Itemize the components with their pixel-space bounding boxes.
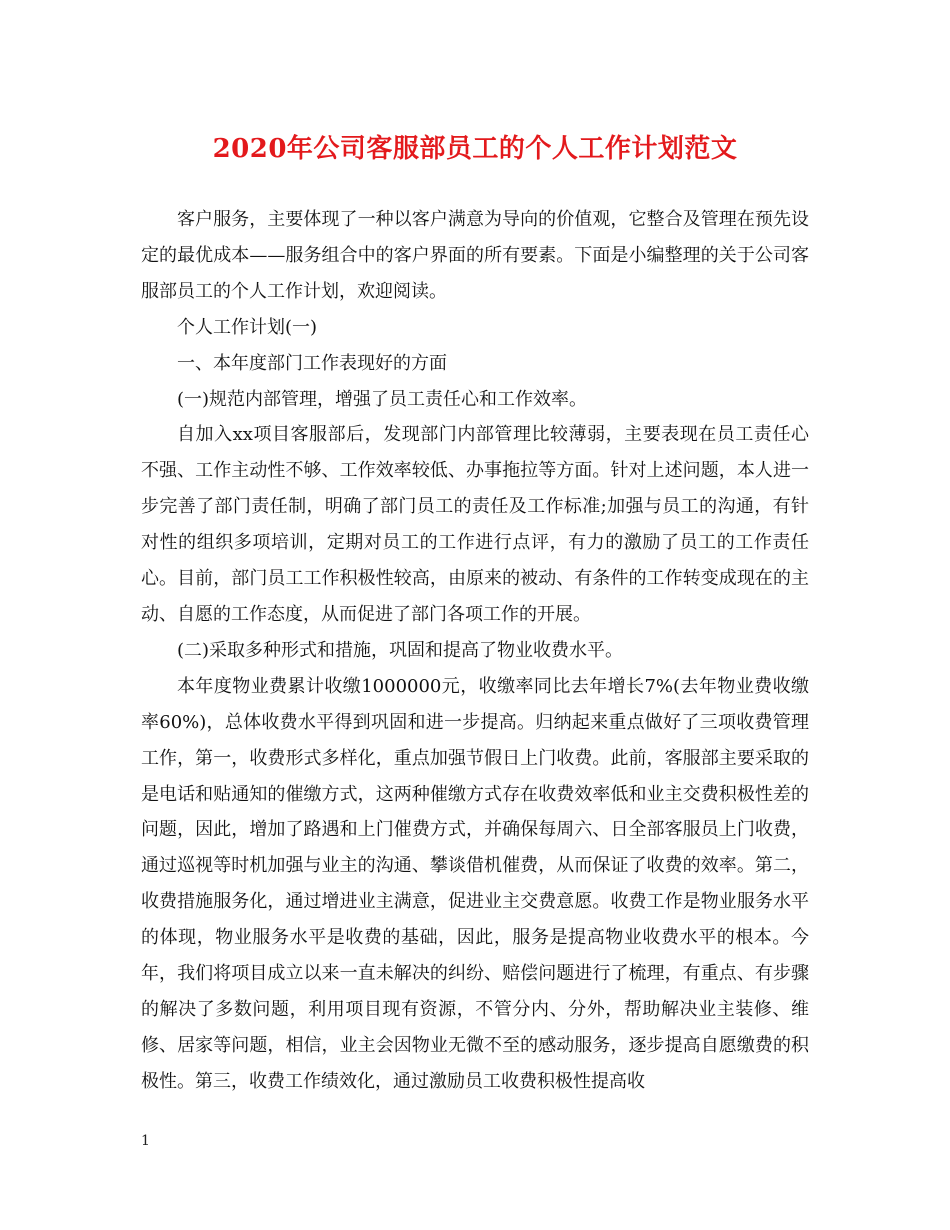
document-body xyxy=(141,202,809,1100)
document-title: 2020年公司客服部员工的个人工作计划范文 xyxy=(212,134,738,164)
paragraph-intro: 客户服务，主要体现了一种以客户满意为导向的价值观，它整合及管理在预先设定的最优成本——服务组合中的客户界面的所有要素。下面是小编整理的关于公司客服部员工的个人工作计划，欢迎阅读。 xyxy=(141,209,809,302)
paragraph-subheading-1: (一)规范内部管理，增强了员工责任心和工作效率。 xyxy=(177,388,588,410)
page-number: 1 xyxy=(141,1133,150,1149)
paragraph-plan-heading: 个人工作计划(一) xyxy=(177,316,318,338)
paragraph-fees: 本年度物业费累计收缴1000000元，收缴率同比去年增长7%(去年物业费收缴率60%)，总体收费水平得到巩固和进一步提高。归纳起来重点做好了三项收费管理工作，第一，收费形式多样化，重点加强节假日上门收费。此前，客服部主要采取的是电话和贴通知的催缴方式，这两种催缴方式存在收费效率低和业主交费积极性差的问题，因此，增加了路遇和上门催费方式，并确保每周六、日全部客服员上门收费，通过巡视等时机加强与业主的沟通、攀谈借机催费，从而保证了收费的效率。第二，收费措施服务化，通过增进业主满意，促进业主交费意愿。收费工作是物业服务水平的体现，物业服务水平是收费的基础，因此，服务是提高物业收费水平的根本。今年，我们将项目成立以来一直未解决的纠纷、赔偿问题进行了梳理，有重点、有步骤的解决了多数问题，利用项目现有资源，不管分内、分外，帮助解决业主装修、维修、居家等问题，相信，业主会因物业无微不至的感动服务，逐步提高自愿缴费的积极性。第三，收费工作绩效化，通过激励员工收费积极性提高收 xyxy=(141,675,809,1092)
paragraph-management: 自加入xx项目客服部后，发现部门内部管理比较薄弱，主要表现在员工责任心不强、工作主动性不够、工作效率较低、办事拖拉等方面。针对上述问题，本人进一步完善了部门责任制，明确了部门员工的责任及工作标准;加强与员工的沟通，有针对性的组织多项培训，定期对员工的工作进行点评，有力的激励了员工的工作责任心。目前，部门员工工作积极性较高，由原来的被动、有条件的工作转变成现在的主动、自愿的工作态度，从而促进了部门各项工作的开展。 xyxy=(141,424,809,625)
paragraph-section-heading: 一、本年度部门工作表现好的方面 xyxy=(177,352,447,374)
paragraph-subheading-2: (二)采取多种形式和措施，巩固和提高了物业收费水平。 xyxy=(177,639,624,661)
